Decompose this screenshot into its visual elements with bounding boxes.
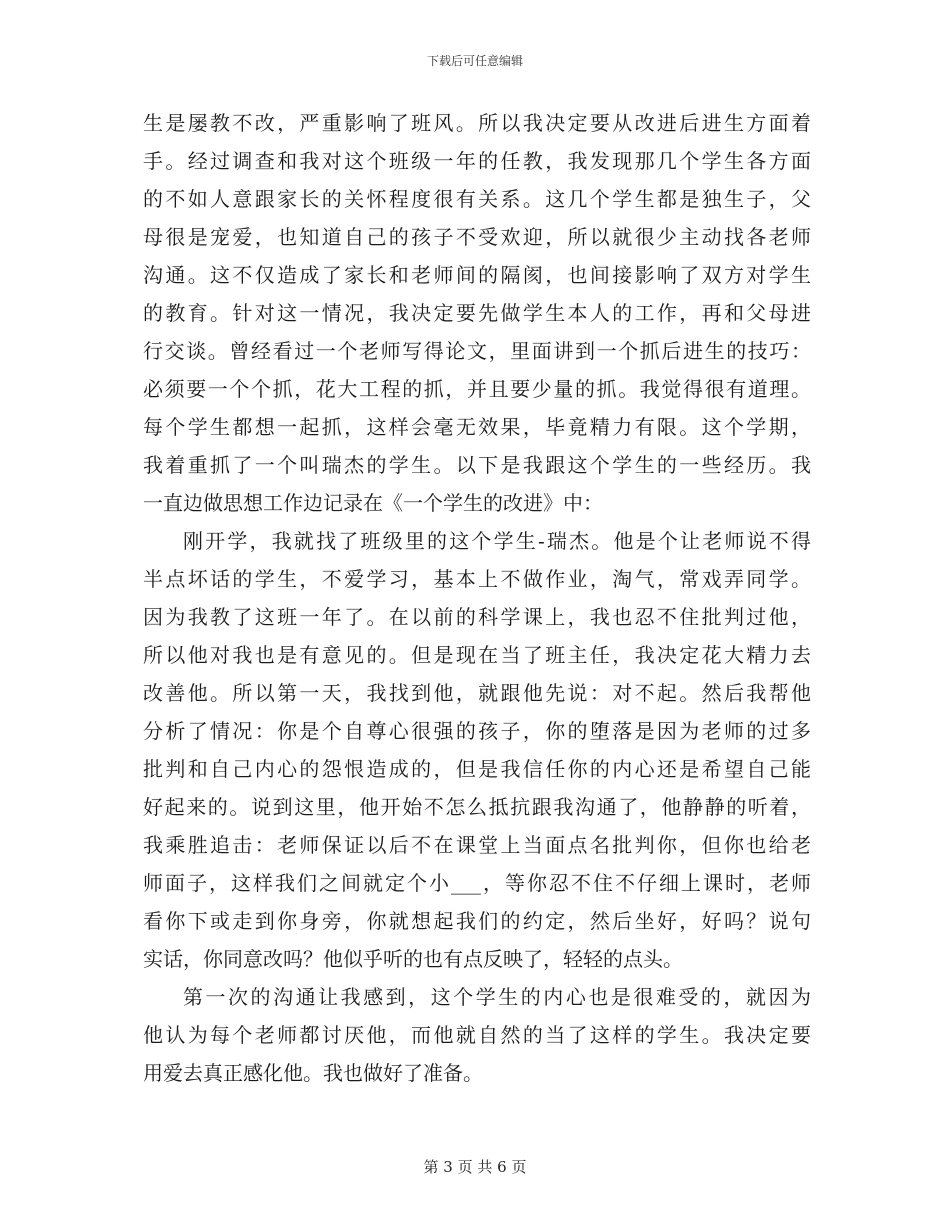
text-line: 必须要一个个抓，花大工程的抓，并且要少量的抓。我觉得很有道理。 <box>143 377 811 401</box>
text-line: 半点坏话的学生，不爱学习，基本上不做作业，淘气，常戏弄同学。 <box>143 567 811 591</box>
text-line: 师面子，这样我们之间就定个小___，等你忍不住不仔细上课时，老师 <box>143 871 811 895</box>
text-line: 一直边做思想工作边记录在《一个学生的改进》中： <box>143 491 603 515</box>
text-line: 分析了情况：你是个自尊心很强的孩子，你的堕落是因为老师的过多 <box>143 719 811 743</box>
text-line: 我乘胜追击：老师保证以后不在课堂上当面点名批判你，但你也给老 <box>143 833 811 857</box>
text-line: 改善他。所以第一天，我找到他，就跟他先说：对不起。然后我帮他 <box>143 681 811 705</box>
text-line: 的教育。针对这一情况，我决定要先做学生本人的工作，再和父母进 <box>143 301 811 325</box>
text-line: 用爱去真正感化他。我也做好了准备。 <box>143 1061 483 1085</box>
text-line: 实话，你同意改吗？他似乎听的也有点反映了，轻轻的点头。 <box>143 947 683 971</box>
text-line: 好起来的。说到这里，他开始不怎么抵抗跟我沟通了，他静静的听着， <box>143 795 811 819</box>
text-line: 手。经过调查和我对这个班级一年的任教，我发现那几个学生各方面 <box>143 149 811 173</box>
text-line: 沟通。这不仅造成了家长和老师间的隔阂，也间接影响了双方对学生 <box>143 263 811 287</box>
text-line: 的不如人意跟家长的关怀程度很有关系。这几个学生都是独生子，父 <box>143 187 811 211</box>
text-line: 母很是宠爱，也知道自己的孩子不受欢迎，所以就很少主动找各老师 <box>143 225 811 249</box>
document-body <box>143 104 811 1092</box>
text-line: 生是屡教不改，严重影响了班风。所以我决定要从改进后进生方面着 <box>143 111 811 135</box>
text-line: 看你下或走到你身旁，你就想起我们的约定，然后坐好，好吗？说句 <box>143 909 811 933</box>
text-line: 第一次的沟通让我感到，这个学生的内心也是很难受的，就因为 <box>183 985 811 1009</box>
page-header: 下载后可任意编辑 <box>426 54 523 68</box>
text-line: 因为我教了这班一年了。在以前的科学课上，我也忍不住批判过他， <box>143 605 811 629</box>
text-line: 每个学生都想一起抓，这样会毫无效果，毕竟精力有限。这个学期， <box>143 415 811 439</box>
text-line: 刚开学，我就找了班级里的这个学生-瑞杰。他是个让老师说不得 <box>183 529 811 553</box>
text-line: 他认为每个老师都讨厌他，而他就自然的当了这样的学生。我决定要 <box>143 1023 811 1047</box>
text-line: 所以他对我也是有意见的。但是现在当了班主任，我决定花大精力去 <box>143 643 811 667</box>
text-line: 批判和自己内心的怨恨造成的，但是我信任你的内心还是希望自己能 <box>143 757 811 781</box>
text-line: 我着重抓了一个叫瑞杰的学生。以下是我跟这个学生的一些经历。我 <box>143 453 811 477</box>
text-line: 行交谈。曾经看过一个老师写得论文，里面讲到一个抓后进生的技巧： <box>143 339 811 363</box>
page-number: 第 3 页 共 6 页 <box>423 1158 527 1176</box>
